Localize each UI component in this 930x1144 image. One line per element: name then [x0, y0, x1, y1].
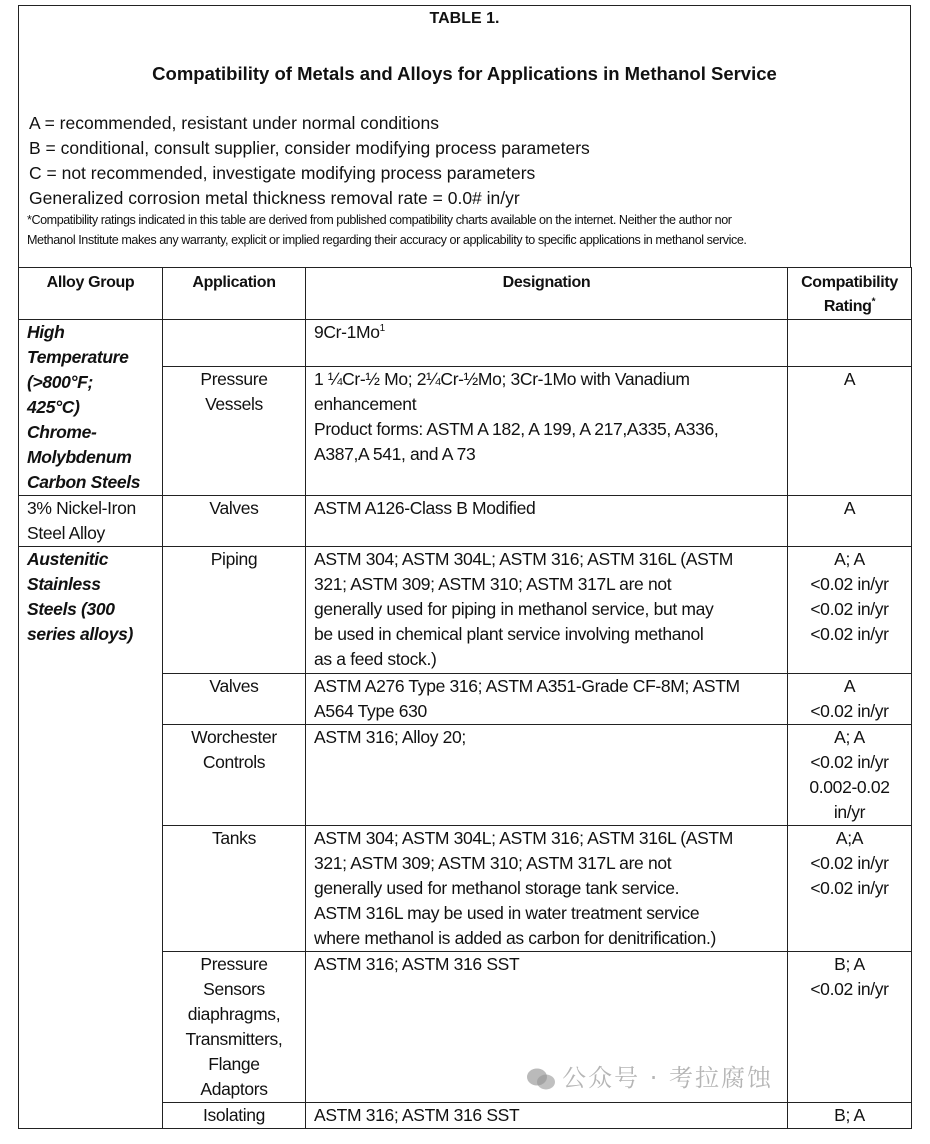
application-cell: [163, 367, 306, 496]
application-line: Flange: [208, 1054, 260, 1074]
alloy-group-line: Austenitic: [27, 549, 109, 569]
application-line: Isolating: [202, 1105, 266, 1125]
designation-line: [314, 926, 782, 951]
alloy-group-cell: [19, 547, 163, 1129]
designation-line: [314, 320, 782, 345]
header-row: [19, 268, 912, 320]
designation-text: ASTM 304; ASTM 304L; ASTM 316; ASTM 316L (ASTM: [314, 549, 733, 569]
designation-line: [314, 826, 782, 851]
rating-line: A: [843, 676, 856, 696]
alloy-group-line: 425°C): [27, 397, 80, 417]
designation-cell: [306, 320, 788, 367]
designation-text: A564 Type 630: [314, 701, 427, 721]
designation-line: [314, 417, 782, 442]
designation-text: ASTM 316; Alloy 20;: [314, 727, 466, 747]
rating-line: 0.002-0.02: [809, 777, 890, 797]
col-alloy-group: Alloy Group: [19, 268, 163, 320]
rating-line: <0.02 in/yr: [810, 853, 889, 873]
application-line: Sensors: [203, 979, 265, 999]
rating-line: <0.02 in/yr: [810, 752, 889, 772]
col-rating-line2: Rating: [823, 298, 872, 315]
rating-cell: [788, 674, 912, 725]
designation-text: be used in chemical plant service involving methanol: [314, 624, 704, 644]
designation-line: [314, 647, 782, 672]
table-row: [19, 496, 912, 547]
application-cell: [163, 547, 306, 674]
compatibility-table: [18, 267, 912, 1129]
disclaimer-note: [27, 210, 746, 250]
alloy-group-line: Chrome-: [27, 422, 97, 442]
alloy-group-line: Temperature: [27, 347, 129, 367]
designation-line: [314, 622, 782, 647]
application-line: Valves: [209, 498, 259, 518]
designation-line: [314, 901, 782, 926]
application-cell: [163, 826, 306, 952]
alloy-group-cell: [19, 320, 163, 496]
designation-line: [314, 496, 782, 521]
designation-cell: [306, 725, 788, 826]
rating-cell: [788, 952, 912, 1103]
designation-text: 321; ASTM 309; ASTM 310; ASTM 317L are not: [314, 574, 672, 594]
designation-line: [314, 442, 782, 467]
legend-rate: Generalized corrosion metal thickness removal rate = 0.0# in/yr: [29, 188, 520, 208]
designation-text: 1 ¼Cr-½ Mo; 2¼Cr-½Mo; 3Cr-1Mo with Vanadium: [314, 369, 690, 390]
application-line: Controls: [202, 752, 266, 772]
rating-legend: [29, 111, 590, 211]
designation-text: generally used for methanol storage tank service.: [314, 878, 680, 898]
designation-text: ASTM 316; ASTM 316 SST: [314, 954, 520, 974]
application-line: Tanks: [212, 828, 256, 848]
designation-line: [314, 572, 782, 597]
application-line: Pressure: [200, 369, 268, 390]
rating-cell: [788, 1103, 912, 1129]
application-cell: [163, 320, 306, 367]
designation-line: [314, 392, 782, 417]
rating-line: in/yr: [833, 802, 866, 822]
application-line: Piping: [210, 549, 258, 569]
alloy-group-line: High: [27, 322, 65, 342]
application-line: Transmitters,: [185, 1029, 283, 1049]
legend-b: B = conditional, consult supplier, consider modifying process parameters: [29, 138, 590, 158]
designation-text: enhancement: [314, 394, 417, 415]
alloy-group-line: Steels (300: [27, 599, 115, 619]
rating-cell: [788, 320, 912, 367]
designation-line: [314, 1103, 782, 1128]
designation-cell: [306, 952, 788, 1103]
application-line: Vessels: [205, 394, 263, 415]
rating-cell: [788, 547, 912, 674]
designation-text: ASTM 304; ASTM 304L; ASTM 316; ASTM 316L (ASTM: [314, 828, 733, 848]
application-cell: [163, 496, 306, 547]
application-line: Pressure: [200, 954, 268, 974]
rating-line: <0.02 in/yr: [810, 979, 889, 999]
rating-cell: [788, 826, 912, 952]
designation-line: [314, 851, 782, 876]
designation-text: ASTM A276 Type 316; ASTM A351-Grade CF-8M; ASTM: [314, 676, 740, 696]
rating-line: B; A: [834, 954, 865, 974]
application-line: Valves: [209, 676, 259, 696]
footnote-mark: *: [871, 296, 876, 308]
table-number: TABLE 1.: [429, 10, 500, 27]
rating-line: <0.02 in/yr: [810, 701, 889, 721]
rating-cell: [788, 496, 912, 547]
note-line: *Compatibility ratings indicated in this table are derived from published compatibility charts available on the internet. Neither the author nor: [27, 213, 732, 227]
rating-line: <0.02 in/yr: [810, 599, 889, 619]
designation-cell: [306, 367, 788, 496]
wechat-icon: [526, 1067, 556, 1091]
rating-line: A; A: [834, 549, 865, 569]
alloy-group-line: series alloys): [27, 624, 134, 644]
designation-line: [314, 952, 782, 977]
designation-cell: [306, 547, 788, 674]
designation-cell: [306, 1103, 788, 1129]
table-row: [19, 547, 912, 674]
designation-line: [314, 547, 782, 572]
alloy-group-line: Stainless: [27, 574, 101, 594]
rating-line: A;A: [835, 828, 864, 848]
footnote-mark: 1: [379, 323, 385, 335]
designation-cell: [306, 496, 788, 547]
application-cell: [163, 952, 306, 1103]
rating-line: <0.02 in/yr: [810, 574, 889, 594]
designation-text: A387,A 541, and A 73: [314, 444, 476, 465]
designation-text: generally used for piping in methanol service, but may: [314, 599, 714, 619]
alloy-group-line: (>800°F;: [27, 372, 93, 392]
alloy-group-line: Molybdenum: [27, 447, 132, 467]
application-cell: [163, 674, 306, 725]
col-application: Application: [163, 268, 306, 320]
designation-line: [314, 725, 782, 750]
application-line: Worchester: [191, 727, 277, 747]
application-cell: [163, 1103, 306, 1129]
col-rating-line1: Compatibility: [801, 274, 898, 291]
application-line: Adaptors: [200, 1079, 268, 1099]
rating-line: A: [843, 498, 856, 518]
designation-text: Product forms: ASTM A 182, A 199, A 217,A335, A336,: [314, 419, 719, 440]
designation-text: 321; ASTM 309; ASTM 310; ASTM 317L are not: [314, 853, 672, 873]
designation-line: [314, 876, 782, 901]
application-line: diaphragms,: [187, 1004, 281, 1024]
alloy-group-cell: [19, 496, 163, 547]
rating-line: A; A: [834, 727, 865, 747]
designation-line: [314, 597, 782, 622]
designation-line: [314, 699, 782, 724]
rating-cell: [788, 367, 912, 496]
designation-text: 9Cr-1Mo: [314, 322, 380, 342]
rating-cell: [788, 725, 912, 826]
table-row: [19, 320, 912, 367]
alloy-group-line: Steel Alloy: [27, 523, 105, 543]
rating-line: <0.02 in/yr: [810, 878, 889, 898]
watermark-text: 公众号 · 考拉腐蚀: [562, 1064, 773, 1092]
alloy-group-line: Carbon Steels: [27, 472, 141, 492]
designation-text: as a feed stock.): [314, 649, 437, 669]
rating-line: <0.02 in/yr: [810, 624, 889, 644]
table-title: Compatibility of Metals and Alloys for Applications in Methanol Service: [152, 63, 777, 84]
legend-a: A = recommended, resistant under normal conditions: [29, 113, 440, 133]
designation-text: ASTM 316; ASTM 316 SST: [314, 1105, 520, 1125]
designation-line: [314, 674, 782, 699]
watermark: [526, 1064, 773, 1092]
table-caption-box: [18, 5, 911, 267]
col-rating: [788, 268, 912, 320]
designation-text: where methanol is added as carbon for denitrification.): [314, 928, 716, 948]
rating-line: B; A: [834, 1105, 865, 1125]
application-cell: [163, 725, 306, 826]
designation-text: ASTM 316L may be used in water treatment service: [314, 903, 700, 923]
legend-c: C = not recommended, investigate modifying process parameters: [29, 163, 536, 183]
col-designation: Designation: [306, 268, 788, 320]
designation-cell: [306, 674, 788, 725]
alloy-group-line: 3% Nickel-Iron: [27, 498, 136, 518]
note-line: Methanol Institute makes any warranty, explicit or implied regarding their accuracy or applicability to specific applications in methanol service.: [27, 233, 747, 247]
rating-line: A: [843, 369, 856, 390]
designation-text: ASTM A126-Class B Modified: [314, 498, 536, 518]
designation-line: [314, 367, 782, 392]
designation-cell: [306, 826, 788, 952]
